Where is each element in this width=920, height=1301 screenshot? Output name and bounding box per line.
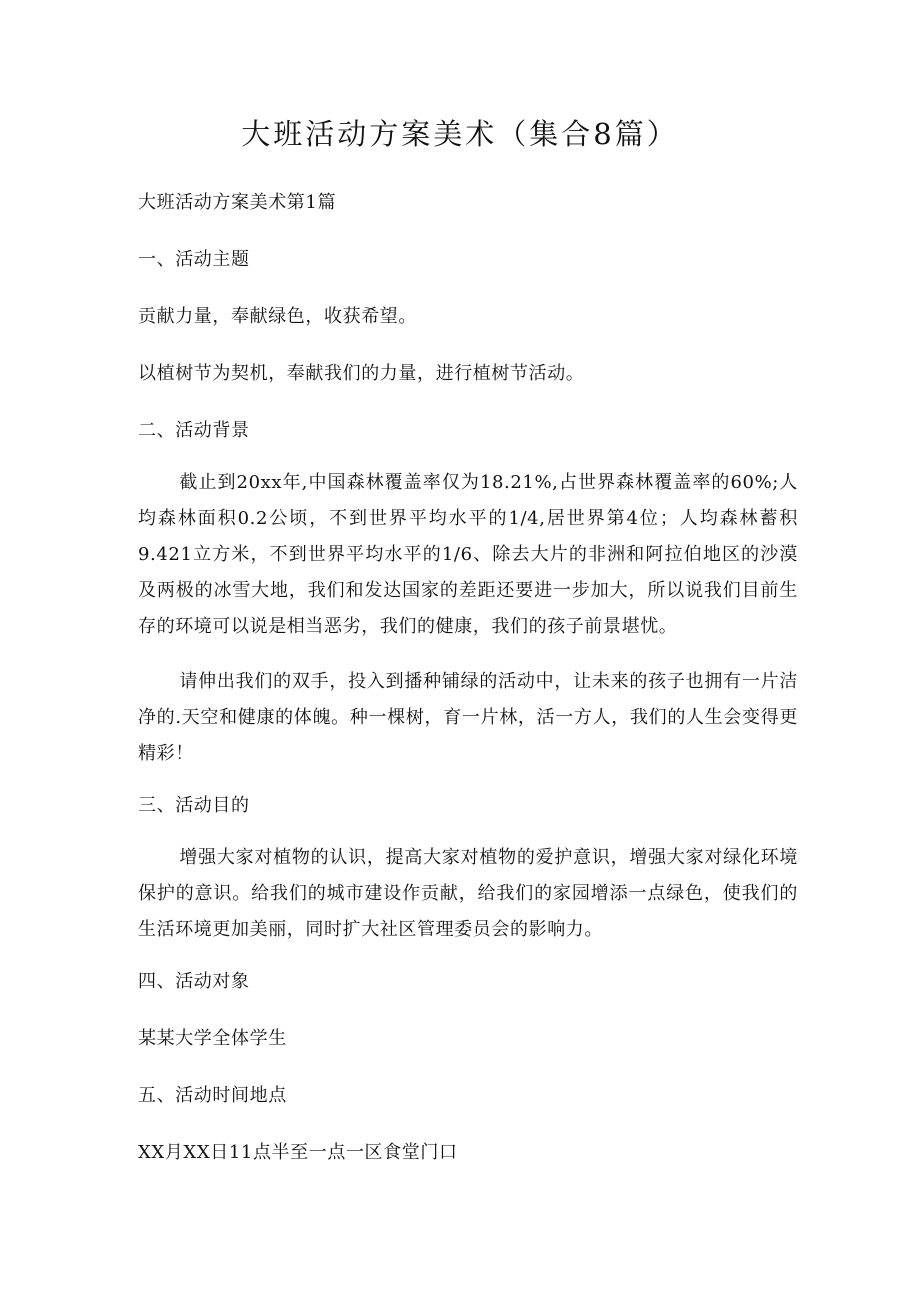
background-paragraph-1: 截止到20xx年,中国森林覆盖率仅为18.21%,占世界森林覆盖率的60%;人均森林面积0.2公顷，不到世界平均水平的1/4,居世界第4位；人均森林蓄积9.421立方米，不到世界平均水平的1/6、除去大片的非洲和阿拉伯地区的沙漠及两极的冰雪大地，我们和发达国家的差距还要进一步加大，所以说我们目前生存的环境可以说是相当恶劣，我们的健康，我们的孩子前景堪忧。: [138, 472, 798, 637]
section-heading-audience: 四、活动对象: [138, 971, 250, 992]
section-heading-time-place: 五、活动时间地点: [138, 1085, 287, 1106]
background-paragraph-2: 请伸出我们的双手，投入到播种铺绿的活动中，让未来的孩子也拥有一片洁净的.天空和健康的体魄。种一棵树，育一片林，活一方人，我们的人生会变得更精彩！: [138, 671, 798, 764]
section-heading-background: 二、活动背景: [138, 420, 250, 441]
chapter-subtitle: 大班活动方案美术第1篇: [138, 192, 337, 213]
theme-line-1: 贡献力量，奉献绿色，收获希望。: [138, 306, 417, 327]
section-heading-purpose: 三、活动目的: [138, 795, 250, 816]
time-place-line: XX月XX日11点半至一点一区食堂门口: [138, 1142, 458, 1163]
theme-line-2: 以植树节为契机，奉献我们的力量，进行植树节活动。: [138, 363, 585, 384]
audience-line: 某某大学全体学生: [138, 1028, 287, 1049]
document-title: 大班活动方案美术（集合8篇）: [241, 117, 679, 151]
section-heading-theme: 一、活动主题: [138, 249, 250, 270]
purpose-paragraph: 增强大家对植物的认识，提高大家对植物的爱护意识，增强大家对绿化环境保护的意识。给我们的城市建设作贡献，给我们的家园增添一点绿色，使我们的生活环境更加美丽，同时扩大社区管理委员会的影响力。: [138, 847, 798, 940]
document-body: [138, 188, 798, 1168]
